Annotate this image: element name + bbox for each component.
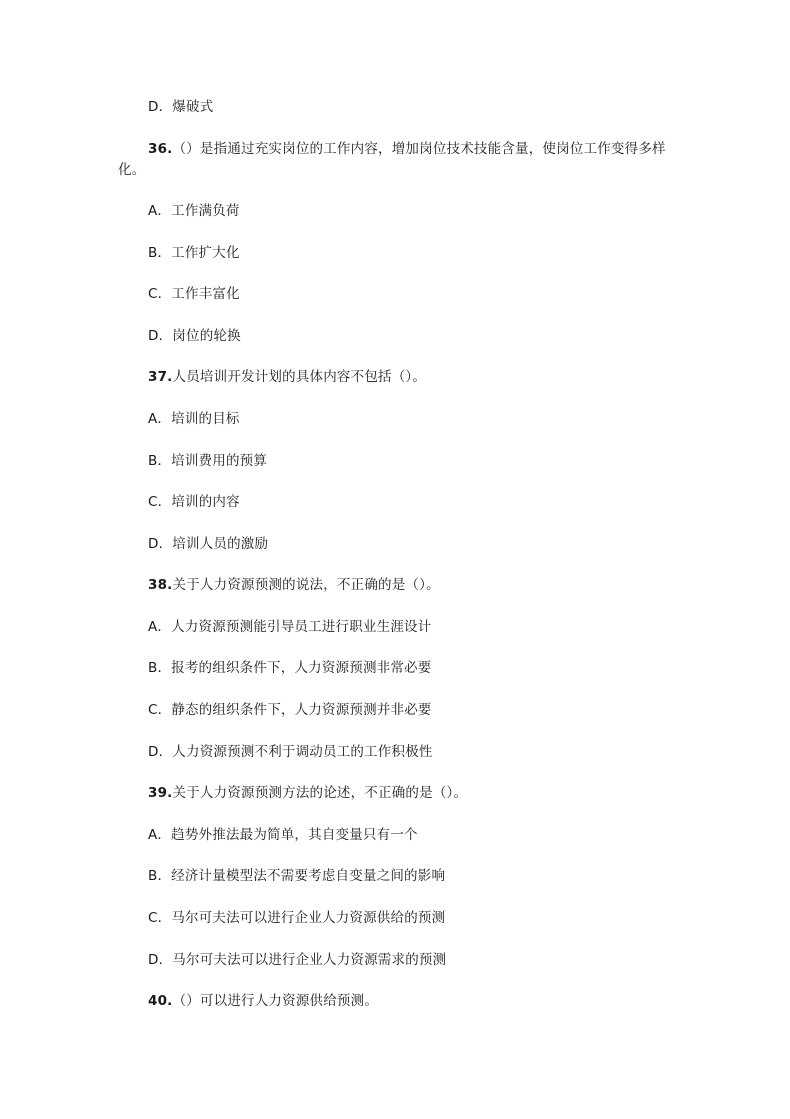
option-39-d: D．马尔可夫法可以进行企业人力资源需求的预测 xyxy=(148,952,447,968)
option-38-b: B．报考的组织条件下，人力资源预测非常必要 xyxy=(148,660,432,676)
question-text: 关于人力资源预测的说法，不正确的是（）。 xyxy=(172,577,440,593)
option-39-b: B．经济计量模型法不需要考虑自变量之间的影响 xyxy=(148,868,446,884)
question-number: 37. xyxy=(148,369,173,385)
option-38-c: C．静态的组织条件下，人力资源预测并非必要 xyxy=(148,702,432,718)
option-36-b: B．工作扩大化 xyxy=(148,245,240,261)
question-text: 人员培训开发计划的具体内容不包括（）。 xyxy=(172,369,427,385)
question-number: 36. xyxy=(148,141,173,157)
question-36-continuation: 化。 xyxy=(118,162,146,178)
option-36-c: C．工作丰富化 xyxy=(148,286,240,302)
question-number: 39. xyxy=(148,785,173,801)
option-36-a: A．工作满负荷 xyxy=(148,203,240,219)
question-37 xyxy=(148,367,426,387)
question-39 xyxy=(148,783,467,803)
question-text: （）是指通过充实岗位的工作内容，增加岗位技术技能含量，使岗位工作变得多样 xyxy=(172,141,666,157)
option-37-b: B．培训费用的预算 xyxy=(148,453,268,469)
question-38 xyxy=(148,575,440,595)
question-text: 关于人力资源预测方法的论述，不正确的是（）。 xyxy=(172,785,468,801)
option-39-a: A．趋势外推法最为简单，其自变量只有一个 xyxy=(148,827,418,843)
option-39-c: C．马尔可夫法可以进行企业人力资源供给的预测 xyxy=(148,910,446,926)
option-38-d: D．人力资源预测不利于调动员工的工作积极性 xyxy=(148,744,433,760)
question-40 xyxy=(148,991,378,1011)
option-35-d: D．爆破式 xyxy=(148,99,214,115)
option-37-d: D．培训人员的激励 xyxy=(148,536,269,552)
question-text: （）可以进行人力资源供给预测。 xyxy=(172,993,379,1009)
option-38-a: A．人力资源预测能引导员工进行职业生涯设计 xyxy=(148,619,432,635)
option-36-d: D．岗位的轮换 xyxy=(148,328,241,344)
option-37-c: C．培训的内容 xyxy=(148,494,240,510)
option-37-a: A．培训的目标 xyxy=(148,411,240,427)
question-number: 38. xyxy=(148,577,173,593)
question-36 xyxy=(148,139,666,159)
question-number: 40. xyxy=(148,993,173,1009)
